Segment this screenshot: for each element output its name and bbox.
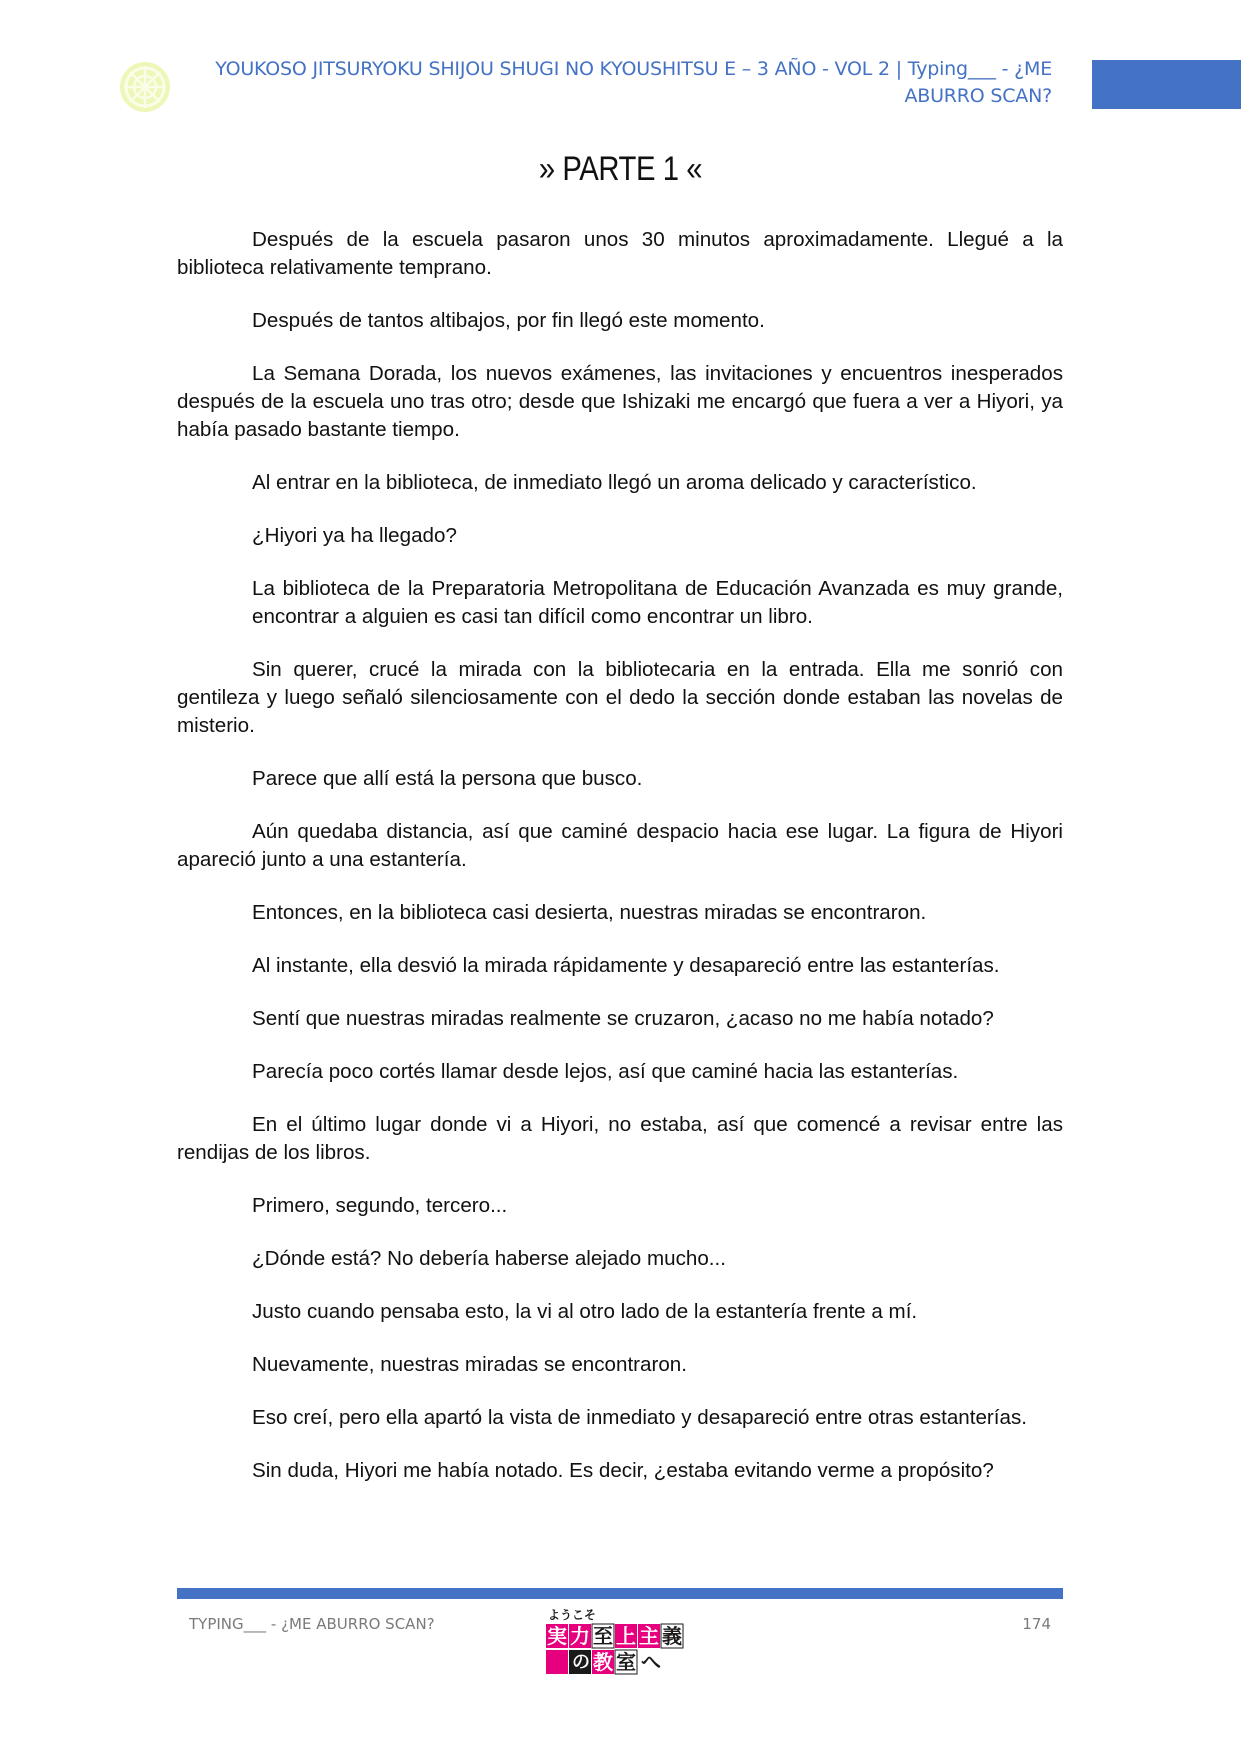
paragraph: Nuevamente, nuestras miradas se encontraron. [252, 1353, 687, 1376]
paragraph: Sin duda, Hiyori me había notado. Es decir, ¿estaba evitando verme a propósito? [252, 1459, 994, 1482]
logo-kanji: 義 [662, 1624, 682, 1648]
paragraph: Después de la escuela pasaron unos 30 minutos aproximadamente. Llegué a la biblioteca relativamente temprano. [177, 228, 1063, 279]
logo-kana: の [572, 1652, 590, 1673]
footer-group-name: TYPING___ - ¿ME ABURRO SCAN? [189, 1615, 435, 1633]
logo-kanji: 上 [616, 1624, 636, 1648]
paragraph: Al entrar en la biblioteca, de inmediato llegó un aroma delicado y característico. [252, 471, 977, 494]
paragraph: Sentí que nuestras miradas realmente se cruzaron, ¿acaso no me había notado? [252, 1007, 994, 1030]
chapter-title: » PARTE 1 « [538, 150, 703, 188]
paragraph: En el último lugar donde vi a Hiyori, no estaba, así que comencé a revisar entre las rendijas de los libros. [177, 1113, 1063, 1164]
paragraph: Al instante, ella desvió la mirada rápidamente y desapareció entre las estanterías. [252, 954, 1000, 977]
paragraph: Sin querer, crucé la mirada con la bibliotecaria en la entrada. Ella me sonrió con gentileza y luego señaló silenciosamente con el dedo la sección donde estaban las novelas de misterio. [177, 658, 1063, 737]
paragraph: La Semana Dorada, los nuevos exámenes, las invitaciones y encuentros inesperados después de la escuela uno tras otro; desde que Ishizaki me encargó que fuera a ver a Hiyori, ya había pasado bastante tiempo. [177, 362, 1063, 441]
gear-wheel-emblem-icon [118, 60, 172, 114]
logo-kanji: 主 [639, 1624, 659, 1648]
logo-kanji: 至 [593, 1624, 613, 1648]
paragraph: Parecía poco cortés llamar desde lejos, así que caminé hacia las estanterías. [252, 1060, 959, 1083]
page-number: 174 [1022, 1615, 1051, 1633]
paragraph: La biblioteca de la Preparatoria Metropolitana de Educación Avanzada es muy grande, encontrar a alguien es casi tan difícil como encontrar un libro. [252, 577, 1063, 628]
paragraph: ¿Dónde está? No debería haberse alejado mucho... [252, 1247, 726, 1270]
paragraph: Después de tantos altibajos, por fin llegó este momento. [252, 309, 765, 332]
paragraph: Primero, segundo, tercero... [252, 1194, 508, 1217]
chapter-body [177, 226, 1063, 1510]
logo-kanji: 教 [593, 1650, 613, 1674]
logo-top-text: ようこそ [548, 1608, 597, 1622]
logo-kanji: 室 [616, 1650, 636, 1674]
paragraph: Parece que allí está la persona que busco. [252, 767, 643, 790]
logo-kanji: 力 [570, 1624, 590, 1648]
header-accent-bar [1092, 60, 1241, 109]
paragraph: Eso creí, pero ella apartó la vista de inmediato y desapareció entre otras estanterías. [252, 1406, 1027, 1429]
paragraph: Entonces, en la biblioteca casi desierta, nuestras miradas se encontraron. [252, 901, 927, 924]
logo-kana: へ [641, 1650, 661, 1674]
footer-accent-bar [177, 1588, 1063, 1599]
running-header-title: YOUKOSO JITSURYOKU SHIJOU SHUGI NO KYOUSHITSU E – 3 AÑO - VOL 2 | Typing___ - ¿ME ABURRO SCAN? [215, 58, 1052, 107]
paragraph: ¿Hiyori ya ha llegado? [252, 524, 457, 547]
series-logo [546, 1606, 694, 1676]
logo-kanji: 実 [547, 1624, 567, 1648]
paragraph: Justo cuando pensaba esto, la vi al otro lado de la estantería frente a mí. [252, 1300, 918, 1323]
paragraph: Aún quedaba distancia, así que caminé despacio hacia ese lugar. La figura de Hiyori apareció junto a una estantería. [177, 820, 1063, 871]
